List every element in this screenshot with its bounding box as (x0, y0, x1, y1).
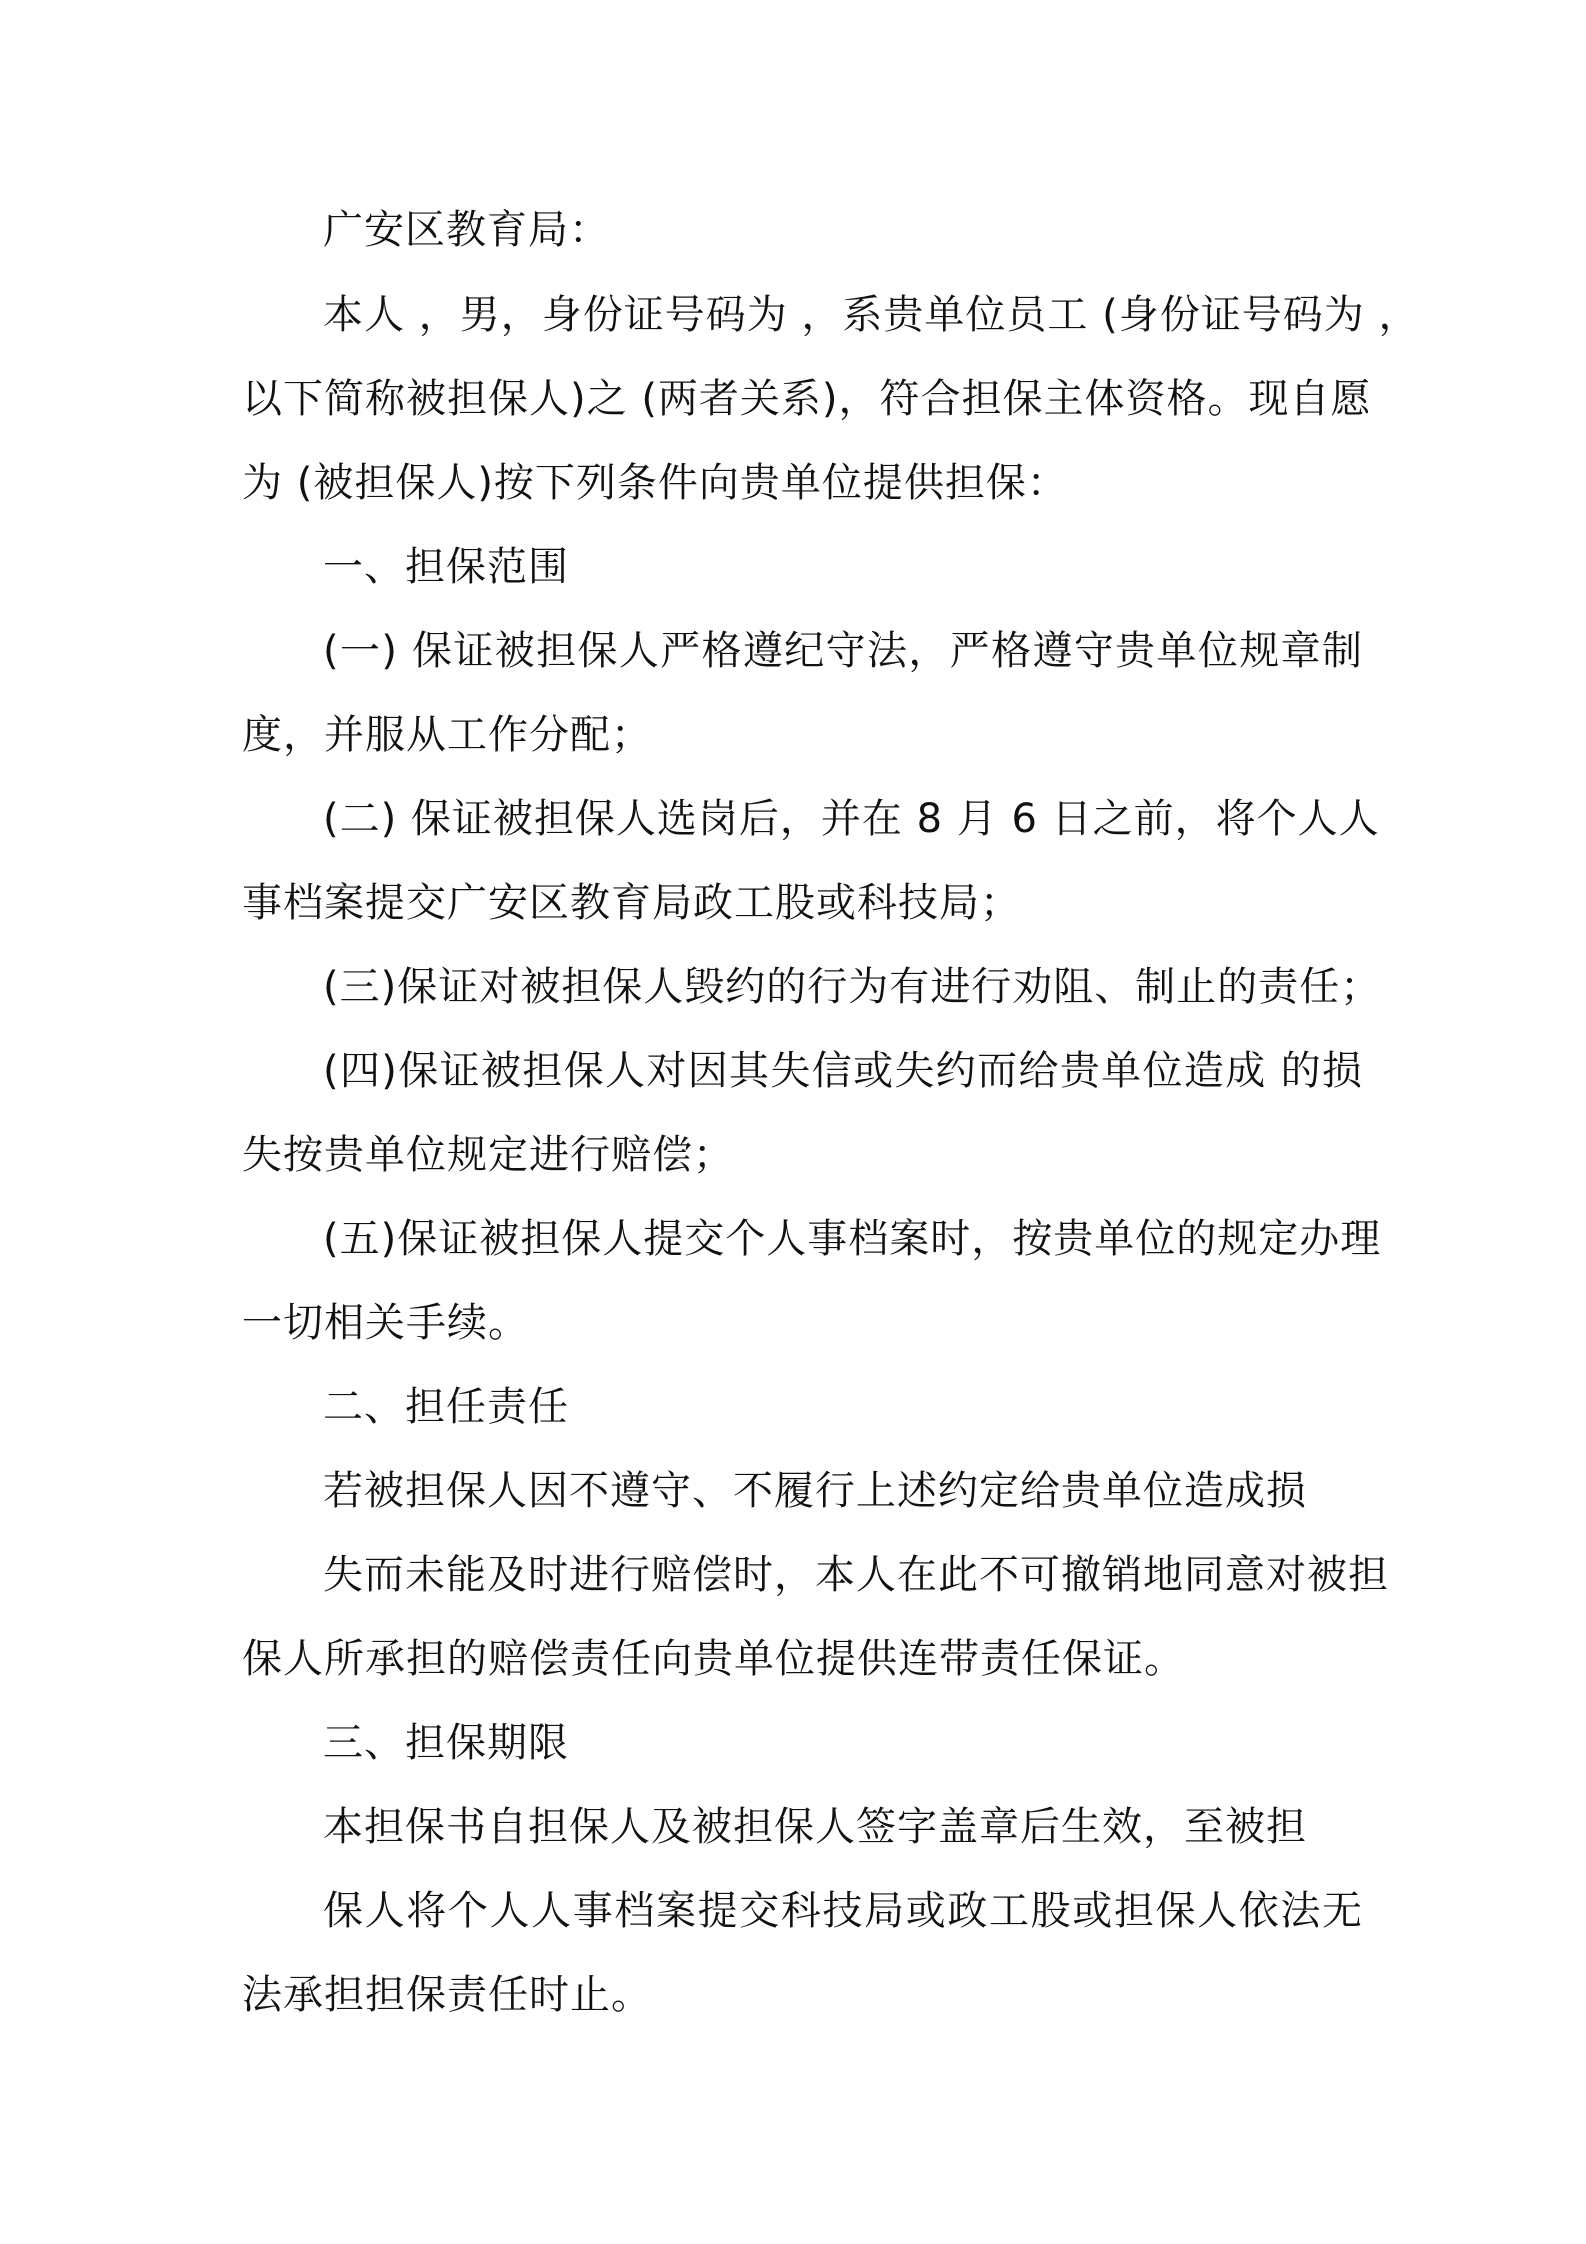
paragraph-line: (一) 保证被担保人严格遵纪守法，严格遵守贵单位规章制 (323, 628, 1363, 674)
paragraph-line: (四)保证被担保人对因其失信或失约而给贵单位造成 的损 (323, 1048, 1363, 1094)
paragraph-line: (五)保证被担保人提交个人事档案时，按贵单位的规定办理 (323, 1216, 1382, 1262)
section-heading: 二、担任责任 (323, 1384, 569, 1430)
paragraph-line: 保人所承担的赔偿责任向贵单位提供连带责任保证。 (242, 1636, 1185, 1682)
paragraph-line: 以下简称被担保人)之 (两者关系)，符合担保主体资格。现自愿 (242, 376, 1372, 422)
paragraph-line: 度，并服从工作分配； (242, 712, 652, 758)
paragraph-line: 本担保书自担保人及被担保人签字盖章后生效，至被担 (323, 1804, 1307, 1850)
paragraph-line: 若被担保人因不遵守、不履行上述约定给贵单位造成损 (323, 1468, 1307, 1514)
paragraph-line: 保人将个人人事档案提交科技局或政工股或担保人依法无 (323, 1888, 1363, 1934)
paragraph-line: 失按贵单位规定进行赔偿； (242, 1132, 734, 1178)
paragraph-line: 事档案提交广安区教育局政工股或科技局； (242, 880, 1021, 926)
paragraph-line: 一切相关手续。 (242, 1300, 529, 1346)
section-heading: 三、担保期限 (323, 1720, 569, 1766)
paragraph-line: 失而未能及时进行赔偿时，本人在此不可撤销地同意对被担 (323, 1552, 1389, 1598)
paragraph-line: (二) 保证被担保人选岗后，并在 8 月 6 日之前，将个人人 (323, 796, 1380, 842)
paragraph-line: 本人 ，男，身份证号码为 ，系贵单位员工 (身份证号码为 ， (323, 292, 1420, 338)
section-heading: 一、担保范围 (323, 544, 569, 590)
addressee-line: 广安区教育局： (323, 207, 610, 253)
paragraph-line: 为 (被担保人)按下列条件向贵单位提供担保： (242, 460, 1068, 506)
paragraph-line: 法承担担保责任时止。 (242, 1972, 652, 2018)
paragraph-line: (三)保证对被担保人毁约的行为有进行劝阻、制止的责任； (323, 964, 1382, 1010)
